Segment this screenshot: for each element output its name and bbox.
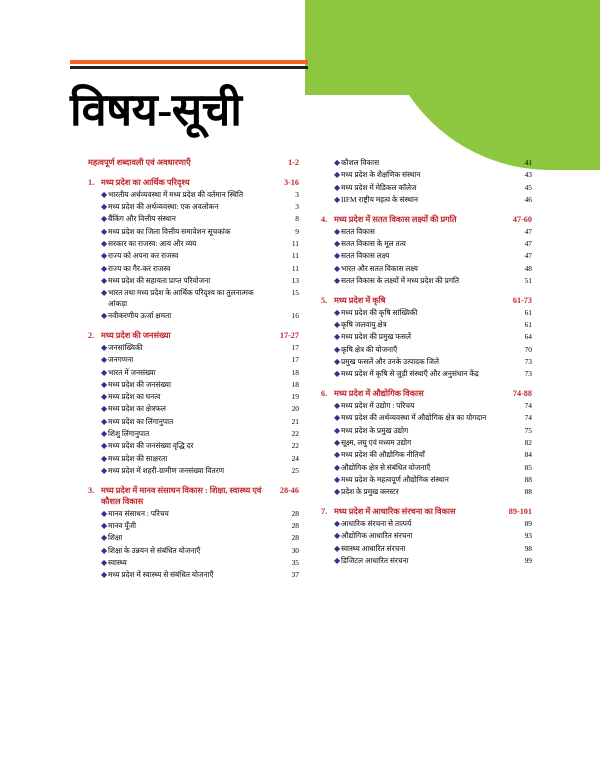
toc-entry-label: मध्य प्रदेश की प्रमुख फसलें	[341, 332, 411, 342]
bullet-icon: ◆	[101, 533, 108, 543]
toc-entry[interactable]	[88, 214, 299, 225]
toc-entry[interactable]	[321, 369, 532, 380]
toc-entry-page: 3	[295, 189, 299, 199]
toc-entry-label: मध्य प्रदेश में शहरी-ग्रामीण जनसंख्या वितरण	[108, 465, 225, 475]
toc-entry-label: मानव संसाधन : परिचय	[108, 508, 169, 518]
toc-entry-label: जनसांख्यिकी	[108, 342, 143, 352]
toc-entry-label: मध्य प्रदेश की साक्षरता	[108, 453, 168, 463]
toc-entry[interactable]	[321, 357, 532, 368]
toc-chapter-heading[interactable]	[321, 214, 532, 225]
toc-entry-label: मध्य प्रदेश का क्षेत्रफल	[108, 404, 166, 414]
toc-entry-label: कौशल विकास	[341, 158, 380, 167]
toc-entry-label: प्रमुख फसलें और उनके उत्पादक जिले	[341, 356, 439, 366]
toc-entry[interactable]	[88, 202, 299, 213]
toc-entry-page: 43	[524, 170, 532, 180]
toc-entry-label: डिजिटल आधारित संरचना	[341, 555, 409, 565]
toc-entry-page: 88	[524, 487, 532, 497]
bullet-icon: ◆	[334, 531, 341, 541]
bullet-icon: ◆	[334, 182, 341, 192]
bullet-icon: ◆	[334, 487, 341, 497]
toc-entry-label: स्वास्थ्य आधारित संरचना	[341, 543, 406, 553]
bullet-icon: ◆	[334, 239, 341, 249]
bullet-icon: ◆	[101, 379, 108, 389]
toc-chapter-heading[interactable]	[88, 177, 299, 188]
toc-entry[interactable]	[88, 227, 299, 238]
toc-entry-page: 11	[291, 238, 299, 248]
toc-entry[interactable]	[88, 429, 299, 440]
toc-entry-label: सूक्ष्म, लघु एवं मध्यम उद्योग	[341, 438, 412, 448]
toc-entry[interactable]	[321, 170, 532, 181]
toc-entry-label: सरकार का राजस्व: आय और व्यय	[108, 238, 197, 248]
toc-entry[interactable]	[88, 546, 299, 557]
toc-entry[interactable]	[88, 558, 299, 569]
toc-entry[interactable]	[321, 487, 532, 498]
toc-chapter-number: 1.	[88, 177, 95, 187]
toc-entry-page: 45	[524, 182, 532, 192]
bullet-icon: ◆	[101, 404, 108, 414]
toc-entry-page: 11	[291, 251, 299, 261]
toc-intro-heading[interactable]	[88, 158, 299, 169]
toc-entry[interactable]	[321, 519, 532, 530]
toc-entry[interactable]	[88, 288, 299, 309]
toc-entry-label: स्वास्थ्य	[108, 558, 127, 567]
toc-entry-label: शिक्षा	[108, 533, 123, 543]
toc-entry-page: 22	[291, 429, 299, 438]
toc-entry[interactable]	[88, 454, 299, 465]
toc-entry-page: 28	[291, 508, 299, 518]
toc-entry-page: 51	[524, 275, 532, 285]
bullet-icon: ◆	[101, 453, 108, 463]
toc-entry-page: 61	[524, 307, 532, 317]
toc-entry[interactable]	[321, 401, 532, 412]
bullet-icon: ◆	[101, 251, 108, 261]
toc-chapter-number: 4.	[321, 214, 328, 224]
toc-chapter-title: मध्य प्रदेश में औद्योगिक विकास	[334, 389, 424, 399]
toc-entry-page: 47	[524, 226, 532, 236]
toc-chapter-pages: 28-46	[279, 485, 299, 495]
bullet-icon: ◆	[101, 288, 108, 298]
toc-entry[interactable]	[88, 239, 299, 250]
bullet-icon: ◆	[334, 226, 341, 236]
toc-entry-page: 93	[524, 531, 532, 541]
page-title: विषय-सूची	[70, 85, 242, 135]
toc-entry-page: 11	[291, 263, 299, 273]
toc-entry-page: 28	[291, 521, 299, 531]
bullet-icon: ◆	[334, 356, 341, 366]
toc-entry-label: नवीकरणीय ऊर्जा क्षमता	[108, 311, 172, 321]
toc-entry[interactable]	[321, 264, 532, 275]
dark-rule	[70, 66, 308, 69]
bullet-icon: ◆	[101, 214, 108, 224]
toc-entry-label: मध्य प्रदेश की जनसंख्या वृद्धि दर	[108, 441, 194, 451]
bullet-icon: ◆	[101, 238, 108, 248]
toc-chapter-title: मध्य प्रदेश में आधारिक संरचना का विकास	[334, 507, 456, 517]
toc-entry[interactable]	[321, 475, 532, 486]
toc-chapter-title: मध्य प्रदेश की जनसंख्या	[101, 330, 171, 340]
toc-entry-label: भारत तथा मध्य प्रदेश के आर्थिक परिदृश्य का तुलनात्मक आंकड़ा	[108, 288, 254, 308]
toc-chapter-number: 5.	[321, 295, 328, 305]
toc-entry[interactable]	[88, 441, 299, 452]
toc-entry[interactable]	[321, 426, 532, 437]
toc-entry-page: 41	[524, 158, 532, 167]
toc-entry-page: 99	[524, 555, 532, 565]
bullet-icon: ◆	[334, 332, 341, 342]
toc-entry-page: 61	[524, 320, 532, 330]
bullet-icon: ◆	[334, 344, 341, 354]
bullet-icon: ◆	[334, 170, 341, 180]
toc-intro-label: महत्वपूर्ण शब्दावली एवं अवधारणाएँ	[88, 158, 191, 167]
toc-entry-page: 75	[524, 425, 532, 435]
green-square-decoration	[305, 0, 435, 95]
orange-rule	[70, 60, 308, 64]
toc-entry-label: सतत विकास	[341, 226, 375, 236]
toc-entry-label: बैंकिंग और वित्तीय संस्थान	[108, 214, 176, 224]
toc-entry[interactable]	[321, 544, 532, 555]
toc-chapter-pages: 3-16	[283, 177, 299, 187]
toc-entry[interactable]	[88, 264, 299, 275]
toc-entry[interactable]	[88, 368, 299, 379]
toc-entry[interactable]	[321, 239, 532, 250]
toc-chapter-pages: 74-88	[512, 389, 532, 399]
toc-chapter-number: 2.	[88, 330, 95, 340]
toc-entry[interactable]	[321, 556, 532, 567]
toc-entry-page: 16	[291, 311, 299, 321]
toc-entry[interactable]	[321, 227, 532, 238]
toc-entry-page: 98	[524, 543, 532, 553]
toc-entry[interactable]	[321, 251, 532, 262]
toc-entry-label: मध्य प्रदेश में मेडिकल कॉलेज	[341, 182, 417, 192]
bullet-icon: ◆	[334, 307, 341, 317]
toc-entry[interactable]	[88, 533, 299, 544]
bullet-icon: ◆	[334, 555, 341, 565]
toc-entry[interactable]	[321, 463, 532, 474]
toc-entry-label: मध्य प्रदेश की अर्थव्यवस्था: एक अवलोकन	[108, 202, 219, 212]
toc-entry[interactable]	[321, 438, 532, 449]
toc-entry-label: मध्य प्रदेश का लिंगानुपात	[108, 416, 174, 426]
bullet-icon: ◆	[101, 521, 108, 531]
toc-entry-page: 9	[295, 226, 299, 236]
toc-entry[interactable]	[88, 509, 299, 520]
toc-entry-page: 18	[291, 379, 299, 389]
toc-entry-page: 25	[291, 465, 299, 475]
toc-entry-page: 64	[524, 332, 532, 342]
toc-entry-label: मध्य प्रदेश की जनसंख्या	[108, 379, 171, 389]
toc-entry-page: 21	[291, 416, 299, 426]
toc-entry[interactable]	[321, 195, 532, 206]
bullet-icon: ◆	[101, 441, 108, 451]
toc-entry-label: IIFM राष्ट्रीय महत्व के संस्थान	[341, 194, 418, 204]
toc-entry[interactable]	[321, 332, 532, 343]
toc-entry[interactable]	[88, 380, 299, 391]
bullet-icon: ◆	[101, 367, 108, 377]
bullet-icon: ◆	[334, 194, 341, 204]
toc-entry-page: 22	[291, 441, 299, 451]
toc-right-column	[321, 158, 532, 583]
bullet-icon: ◆	[334, 251, 341, 261]
bullet-icon: ◆	[101, 202, 108, 212]
toc-entry-label: मध्य प्रदेश के शैक्षणिक संस्थान	[341, 170, 421, 180]
toc-entry-page: 85	[524, 462, 532, 472]
toc-entry-page: 73	[524, 356, 532, 366]
toc-entry-page: 8	[295, 214, 299, 224]
bullet-icon: ◆	[101, 263, 108, 273]
bullet-icon: ◆	[334, 450, 341, 460]
toc-chapter-heading[interactable]	[88, 485, 299, 507]
toc-entry-page: 46	[524, 194, 532, 204]
toc-entry[interactable]	[321, 531, 532, 542]
bullet-icon: ◆	[101, 545, 108, 555]
toc-chapter-title: मध्य प्रदेश का आर्थिक परिदृश्य	[101, 177, 190, 187]
toc-entry[interactable]	[88, 404, 299, 415]
bullet-icon: ◆	[101, 226, 108, 236]
toc-entry-page: 84	[524, 450, 532, 460]
toc-entry-label: मध्य प्रदेश में उद्योग : परिचय	[341, 401, 415, 411]
toc-chapter-heading[interactable]	[88, 330, 299, 341]
toc-entry[interactable]	[321, 320, 532, 331]
toc-entry-label: भारत में जनसंख्या	[108, 367, 156, 377]
toc-entry[interactable]	[321, 183, 532, 194]
toc-chapter-heading[interactable]	[321, 295, 532, 306]
bullet-icon: ◆	[101, 342, 108, 352]
bullet-icon: ◆	[101, 392, 108, 402]
toc-entry-page: 15	[291, 288, 299, 298]
toc-chapter-number: 6.	[321, 389, 328, 399]
toc-entry[interactable]	[88, 417, 299, 428]
bullet-icon: ◆	[101, 311, 108, 321]
bullet-icon: ◆	[334, 474, 341, 484]
bullet-icon: ◆	[334, 425, 341, 435]
toc-chapter-title: मध्य प्रदेश में मानव संसाधन विकास : शिक्षा, स्वास्थ्य एवं कौशल विकास	[101, 485, 262, 506]
toc-entry-label: मध्य प्रदेश की अर्थव्यवस्था में औद्योगिक क्षेत्र का योगदान	[341, 413, 487, 423]
bullet-icon: ◆	[334, 263, 341, 273]
bullet-icon: ◆	[101, 189, 108, 199]
toc-entry-label: कृषि क्षेत्र की योजनाएँ	[341, 344, 398, 354]
toc-entry-page: 47	[524, 239, 532, 249]
toc-entry-label: मानव पूँजी	[108, 521, 136, 531]
toc-entry-label: मध्य प्रदेश के प्रमुख उद्योग	[341, 425, 409, 435]
toc-entry[interactable]	[88, 190, 299, 201]
toc-entry[interactable]	[88, 466, 299, 477]
toc-entry[interactable]	[321, 413, 532, 424]
toc-entry-label: राज्य का गैर-कर राजस्व	[108, 263, 171, 273]
toc-entry-page: 3	[295, 202, 299, 212]
toc-entry[interactable]	[88, 355, 299, 366]
toc-chapter-pages: 61-73	[512, 295, 532, 305]
toc-entry[interactable]	[321, 308, 532, 319]
toc-entry[interactable]	[88, 311, 299, 322]
toc-entry[interactable]	[321, 158, 532, 169]
toc-entry-page: 17	[291, 342, 299, 352]
bullet-icon: ◆	[101, 558, 108, 567]
toc-chapter-number: 3.	[88, 485, 95, 495]
toc-entry-label: मध्य प्रदेश में स्वास्थ्य से संबंधित योजनाएँ	[108, 570, 214, 580]
toc-entry-label: मध्य प्रदेश का घनत्व	[108, 392, 161, 402]
toc-entry-page: 48	[524, 263, 532, 273]
toc-entry[interactable]	[88, 392, 299, 403]
toc-entry-label: शिक्षा के उन्नयन से संबंधित योजनाएँ	[108, 545, 201, 555]
toc-entry-page: 18	[291, 367, 299, 377]
bullet-icon: ◆	[334, 369, 341, 379]
toc-entry-label: शिशु लिंगानुपात	[108, 429, 150, 438]
bullet-icon: ◆	[101, 465, 108, 475]
toc-entry-page: 70	[524, 344, 532, 354]
toc-chapter-pages: 89-101	[508, 507, 532, 517]
toc-entry-page: 47	[524, 251, 532, 261]
bullet-icon: ◆	[334, 519, 341, 529]
toc-entry-page: 13	[291, 275, 299, 285]
bullet-icon: ◆	[101, 508, 108, 518]
toc-chapter-number: 7.	[321, 507, 328, 517]
toc-entry-page: 30	[291, 545, 299, 555]
toc-chapter-title: मध्य प्रदेश में कृषि	[334, 295, 386, 305]
toc-entry[interactable]	[88, 570, 299, 581]
toc-entry-page: 73	[524, 369, 532, 379]
toc-entry-label: कृषि जलवायु क्षेत्र	[341, 320, 387, 330]
toc-entry[interactable]	[321, 276, 532, 287]
toc-entry-label: औद्योगिक क्षेत्र से संबंधित योजनाएँ	[341, 462, 431, 472]
toc-chapter-heading[interactable]	[321, 388, 532, 399]
toc-entry-page: 74	[524, 401, 532, 411]
toc-entry-label: भारत और सतत विकास लक्ष्य	[341, 263, 418, 273]
toc-entry-label: मध्य प्रदेश का जिला वित्तीय समावेशन सूचकांक	[108, 226, 231, 236]
toc-entry-label: आधारिक संरचना से तात्पर्य	[341, 519, 412, 529]
bullet-icon: ◆	[101, 355, 108, 365]
bullet-icon: ◆	[334, 320, 341, 330]
bullet-icon: ◆	[101, 429, 108, 438]
bullet-icon: ◆	[334, 413, 341, 423]
toc-entry-label: औद्योगिक आधारित संरचना	[341, 531, 413, 541]
bullet-icon: ◆	[334, 438, 341, 448]
toc-entry-page: 74	[524, 413, 532, 423]
bullet-icon: ◆	[101, 570, 108, 580]
bullet-icon: ◆	[334, 401, 341, 411]
toc-entry-page: 88	[524, 474, 532, 484]
toc-entry-label: सतत विकास लक्ष्य	[341, 251, 390, 261]
bullet-icon: ◆	[334, 275, 341, 285]
toc-left-column	[88, 158, 299, 583]
toc-entry-label: राज्य को अपना कर राजस्व	[108, 251, 179, 261]
bullet-icon: ◆	[101, 275, 108, 285]
toc-entry[interactable]	[88, 521, 299, 532]
toc-entry-page: 17	[291, 355, 299, 365]
toc-entry-label: भारतीय अर्थव्यवस्था में मध्य प्रदेश की वर्तमान स्थिति	[108, 189, 244, 199]
bullet-icon: ◆	[334, 158, 341, 167]
toc-entry-page: 37	[291, 570, 299, 580]
toc-entry[interactable]	[88, 251, 299, 262]
bullet-icon: ◆	[101, 416, 108, 426]
bullet-icon: ◆	[334, 462, 341, 472]
toc-chapter-pages: 47-60	[512, 214, 532, 224]
toc-entry-page: 89	[524, 519, 532, 529]
toc-entry-label: मध्य प्रदेश की कृषि सांख्यिकी	[341, 307, 418, 317]
toc-entry-page: 35	[291, 558, 299, 567]
toc-entry-page: 24	[291, 453, 299, 463]
toc-entry[interactable]	[88, 276, 299, 287]
toc-entry-label: मध्य प्रदेश में कृषि से जुड़ी संस्थाएँ और अनुसंधान केंद्र	[341, 369, 479, 379]
toc-entry-label: सतत विकास के मूल तत्व	[341, 239, 406, 249]
toc-entry-label: प्रदेश के प्रमुख क्लस्टर	[341, 487, 399, 497]
toc-entry[interactable]	[321, 450, 532, 461]
bullet-icon: ◆	[334, 543, 341, 553]
toc-entry-label: मध्य प्रदेश की सहायता प्राप्त परियोजना	[108, 275, 211, 285]
toc-entry[interactable]	[321, 345, 532, 356]
toc-chapter-title: मध्य प्रदेश में सतत विकास लक्ष्यों की प्रगति	[334, 214, 457, 224]
toc-intro-page: 1-2	[288, 158, 299, 167]
toc-entry-label: मध्य प्रदेश के महत्वपूर्ण औद्योगिक संस्थान	[341, 474, 449, 484]
toc-entry-page: 82	[524, 438, 532, 448]
toc-entry-label: सतत विकास के लक्ष्यों में मध्य प्रदेश की प्रगति	[341, 275, 460, 285]
toc-entry-label: मध्य प्रदेश की औद्योगिक नीतियाँ	[341, 450, 425, 460]
toc-columns	[88, 158, 533, 583]
toc-chapter-heading[interactable]	[321, 506, 532, 517]
toc-entry-label: जनगणना	[108, 355, 134, 365]
toc-chapter-pages: 17-27	[279, 330, 299, 340]
toc-entry-page: 28	[291, 533, 299, 543]
toc-entry-page: 19	[291, 392, 299, 402]
toc-entry-page: 20	[291, 404, 299, 414]
toc-entry[interactable]	[88, 343, 299, 354]
